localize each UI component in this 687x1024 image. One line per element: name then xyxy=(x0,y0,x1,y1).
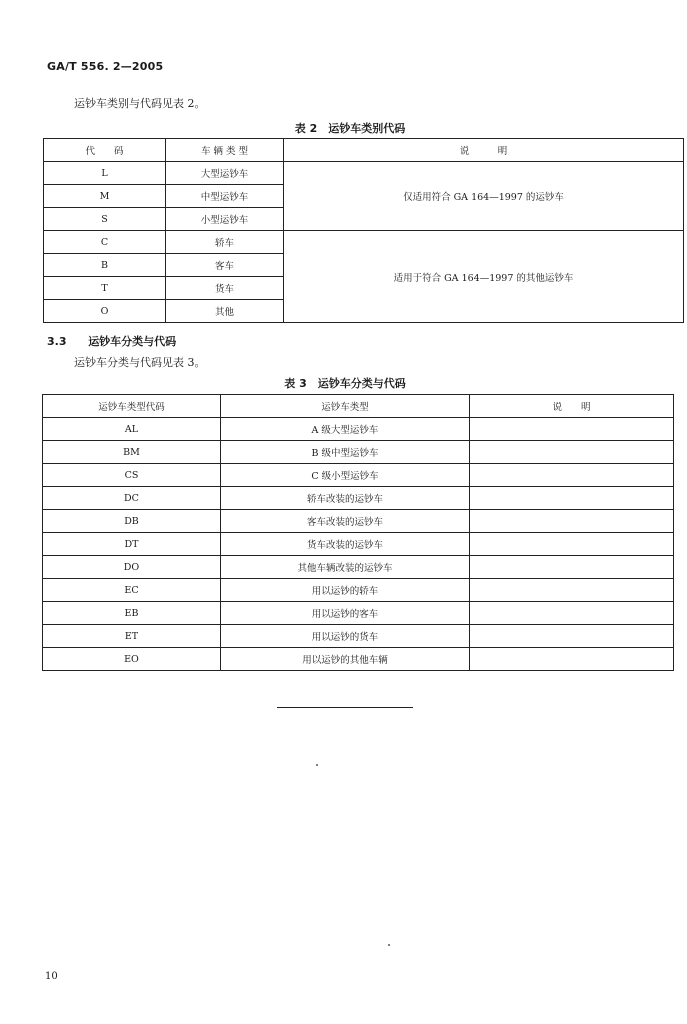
scan-speck xyxy=(388,944,390,946)
cell-description-group1: 仅适用符合 GA 164—1997 的运钞车 xyxy=(284,162,684,231)
table-row xyxy=(43,602,674,625)
section-number: 3.3 xyxy=(47,335,67,348)
cell-description xyxy=(470,579,674,602)
cell-description xyxy=(470,418,674,441)
cell-description-group2: 适用于符合 GA 164—1997 的其他运钞车 xyxy=(284,231,684,323)
table-row xyxy=(43,464,674,487)
cell-description xyxy=(470,556,674,579)
column-header-type-code: 运钞车类型代码 xyxy=(43,395,221,418)
cell-type: 其他车辆改装的运钞车 xyxy=(221,556,470,579)
column-header-vehicle-type: 车 辆 类 型 xyxy=(166,139,284,162)
column-header-vehicle-type: 运钞车类型 xyxy=(221,395,470,418)
cell-description xyxy=(470,487,674,510)
cell-type: A 级大型运钞车 xyxy=(221,418,470,441)
column-header-code: 代 码 xyxy=(44,139,166,162)
section-heading xyxy=(47,333,176,349)
table-row xyxy=(43,510,674,533)
cell-code: AL xyxy=(43,418,221,441)
standard-code-header: GA/T 556. 2—2005 xyxy=(47,60,164,73)
cell-code: EC xyxy=(43,579,221,602)
cell-type: 轿车 xyxy=(166,231,284,254)
cell-type: 大型运钞车 xyxy=(166,162,284,185)
vehicle-category-table xyxy=(43,138,684,323)
column-header-description: 说 明 xyxy=(470,395,674,418)
cell-code: L xyxy=(44,162,166,185)
cell-description xyxy=(470,441,674,464)
cell-code: DT xyxy=(43,533,221,556)
table3-intro-text: 运钞车分类与代码见表 3。 xyxy=(74,356,206,369)
table-row xyxy=(43,441,674,464)
cell-code: DC xyxy=(43,487,221,510)
table2-caption: 表 2 运钞车类别代码 xyxy=(294,122,406,135)
table-row xyxy=(43,579,674,602)
table2-intro-text: 运钞车类别与代码见表 2。 xyxy=(74,97,206,110)
cell-description xyxy=(470,533,674,556)
cell-description xyxy=(470,464,674,487)
table3-caption: 表 3 运钞车分类与代码 xyxy=(284,377,406,390)
table-row xyxy=(43,418,674,441)
cell-code: EB xyxy=(43,602,221,625)
cell-code: S xyxy=(44,208,166,231)
cell-code: T xyxy=(44,277,166,300)
cell-type: 用以运钞的货车 xyxy=(221,625,470,648)
cell-code: M xyxy=(44,185,166,208)
cell-type: 轿车改装的运钞车 xyxy=(221,487,470,510)
cell-code: B xyxy=(44,254,166,277)
cell-type: 货车改装的运钞车 xyxy=(221,533,470,556)
page-number: 10 xyxy=(45,971,58,982)
section-title: 运钞车分类与代码 xyxy=(88,335,177,348)
cell-type: 客车 xyxy=(166,254,284,277)
cell-type: 其他 xyxy=(166,300,284,323)
table-header-row xyxy=(44,139,684,162)
cell-description xyxy=(470,510,674,533)
cell-type: 中型运钞车 xyxy=(166,185,284,208)
cell-type: 用以运钞的其他车辆 xyxy=(221,648,470,671)
end-of-standard-rule xyxy=(277,707,413,708)
cell-type: 小型运钞车 xyxy=(166,208,284,231)
table-row xyxy=(44,231,684,254)
cell-code: O xyxy=(44,300,166,323)
cell-code: CS xyxy=(43,464,221,487)
cell-code: C xyxy=(44,231,166,254)
cell-code: ET xyxy=(43,625,221,648)
cell-code: BM xyxy=(43,441,221,464)
cell-type: 用以运钞的客车 xyxy=(221,602,470,625)
cell-description xyxy=(470,648,674,671)
table-row xyxy=(43,487,674,510)
vehicle-classification-table xyxy=(42,394,674,671)
table-row xyxy=(44,162,684,185)
cell-code: DO xyxy=(43,556,221,579)
cell-type: 客车改装的运钞车 xyxy=(221,510,470,533)
cell-code: DB xyxy=(43,510,221,533)
table-header-row xyxy=(43,395,674,418)
table-row xyxy=(43,625,674,648)
cell-type: C 级小型运钞车 xyxy=(221,464,470,487)
cell-description xyxy=(470,625,674,648)
scan-speck xyxy=(316,764,318,766)
cell-code: EO xyxy=(43,648,221,671)
table-row xyxy=(43,533,674,556)
table-row xyxy=(43,648,674,671)
cell-description xyxy=(470,602,674,625)
cell-type: 用以运钞的轿车 xyxy=(221,579,470,602)
cell-type: 货车 xyxy=(166,277,284,300)
column-header-description: 说 明 xyxy=(284,139,684,162)
table-row xyxy=(43,556,674,579)
cell-type: B 级中型运钞车 xyxy=(221,441,470,464)
